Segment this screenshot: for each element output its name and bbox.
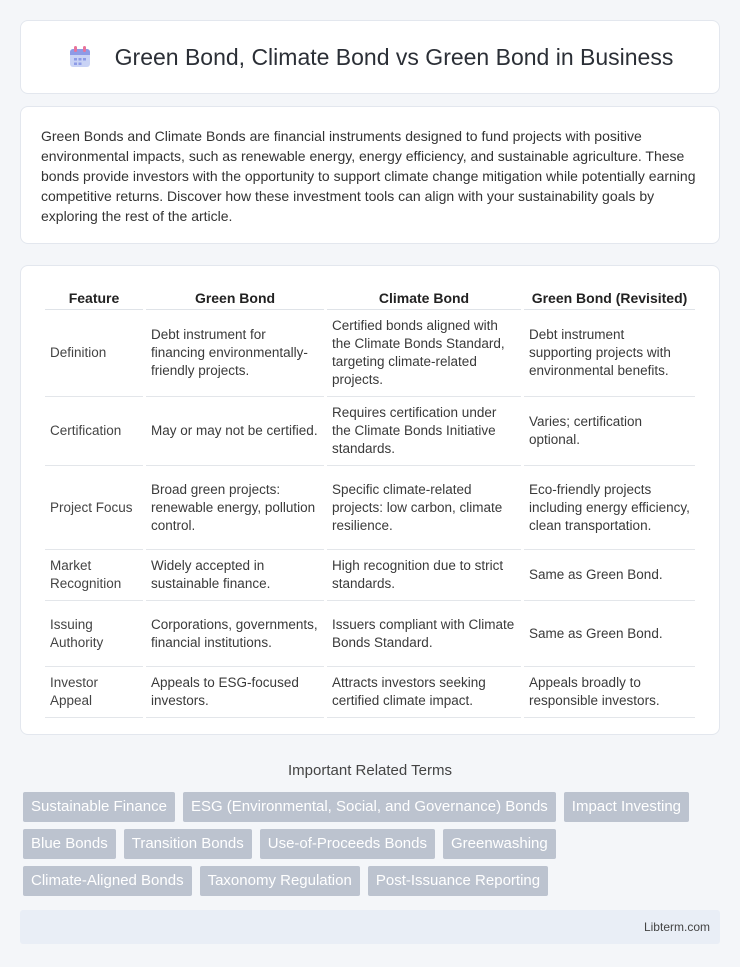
row-climate-bond: Attracts investors seeking certified climate impact. xyxy=(327,667,521,718)
tag-greenwashing[interactable]: Greenwashing xyxy=(443,829,556,859)
row-green-bond: May or may not be certified. xyxy=(146,397,324,466)
row-green-bond: Broad green projects: renewable energy, pollution control. xyxy=(146,466,324,550)
row-green-bond: Widely accepted in sustainable finance. xyxy=(146,550,324,601)
row-green-bond: Debt instrument for financing environmentally-friendly projects. xyxy=(146,310,324,397)
page-title: Green Bond, Climate Bond vs Green Bond in Business xyxy=(114,43,674,70)
row-climate-bond: Specific climate-related projects: low carbon, climate resilience. xyxy=(327,466,521,550)
row-climate-bond: Requires certification under the Climate Bonds Initiative standards. xyxy=(327,397,521,466)
table-row xyxy=(45,310,695,397)
page-footer xyxy=(20,910,720,944)
row-green-bond-revisited: Same as Green Bond. xyxy=(524,601,695,667)
table-row xyxy=(45,601,695,667)
row-green-bond-revisited: Debt instrument supporting projects with environmental benefits. xyxy=(524,310,695,397)
intro-text: Green Bonds and Climate Bonds are financial instruments designed to fund projects with positive environmental impacts, such as renewable energy, energy efficiency, and sustainable agriculture. These bonds provide investors with the opportunity to support climate change mitigation while potentially earning competitive returns. Discover how these investment tools can align with your sustainability goals by exploring the rest of the article. xyxy=(41,128,696,224)
table-header-row xyxy=(45,286,695,310)
table-row xyxy=(45,550,695,601)
row-green-bond-revisited: Varies; certification optional. xyxy=(524,397,695,466)
row-green-bond-revisited: Appeals broadly to responsible investors. xyxy=(524,667,695,718)
table-row xyxy=(45,667,695,718)
header-green-bond-revisited: Green Bond (Revisited) xyxy=(524,286,695,310)
row-climate-bond: High recognition due to strict standards. xyxy=(327,550,521,601)
footer-brand[interactable]: Libterm.com xyxy=(643,920,710,934)
header-climate-bond: Climate Bond xyxy=(327,286,521,310)
tag-esg-bonds[interactable]: ESG (Environmental, Social, and Governance) Bonds xyxy=(183,792,556,822)
intro-section xyxy=(20,106,720,244)
table-row xyxy=(45,466,695,550)
tag-impact-investing[interactable]: Impact Investing xyxy=(564,792,689,822)
comparison-table-card xyxy=(20,265,720,735)
tag-use-of-proceeds-bonds[interactable]: Use-of-Proceeds Bonds xyxy=(260,829,435,859)
table-row xyxy=(45,397,695,466)
row-feature: Definition xyxy=(45,310,143,397)
row-green-bond-revisited: Same as Green Bond. xyxy=(524,550,695,601)
row-feature: Project Focus xyxy=(45,466,143,550)
row-climate-bond: Issuers compliant with Climate Bonds Standard. xyxy=(327,601,521,667)
tag-transition-bonds[interactable]: Transition Bonds xyxy=(124,829,252,859)
header-feature: Feature xyxy=(45,286,143,310)
tag-post-issuance-reporting[interactable]: Post-Issuance Reporting xyxy=(368,866,548,896)
tag-climate-aligned-bonds[interactable]: Climate-Aligned Bonds xyxy=(23,866,192,896)
related-terms-title: Important Related Terms xyxy=(288,762,452,779)
row-feature: Issuing Authority xyxy=(45,601,143,667)
comparison-table xyxy=(42,286,698,718)
row-feature: Certification xyxy=(45,397,143,466)
row-green-bond: Appeals to ESG-focused investors. xyxy=(146,667,324,718)
tag-sustainable-finance[interactable]: Sustainable Finance xyxy=(23,792,175,822)
related-terms-list xyxy=(22,792,718,903)
header-green-bond: Green Bond xyxy=(146,286,324,310)
tag-blue-bonds[interactable]: Blue Bonds xyxy=(23,829,116,859)
row-feature: Market Recognition xyxy=(45,550,143,601)
tag-taxonomy-regulation[interactable]: Taxonomy Regulation xyxy=(200,866,360,896)
row-climate-bond: Certified bonds aligned with the Climate Bonds Standard, targeting climate-related projects. xyxy=(327,310,521,397)
row-feature: Investor Appeal xyxy=(45,667,143,718)
row-green-bond-revisited: Eco-friendly projects including energy efficiency, clean transportation. xyxy=(524,466,695,550)
row-green-bond: Corporations, governments, financial institutions. xyxy=(146,601,324,667)
calendar-icon xyxy=(67,44,93,70)
page-header xyxy=(20,20,720,94)
